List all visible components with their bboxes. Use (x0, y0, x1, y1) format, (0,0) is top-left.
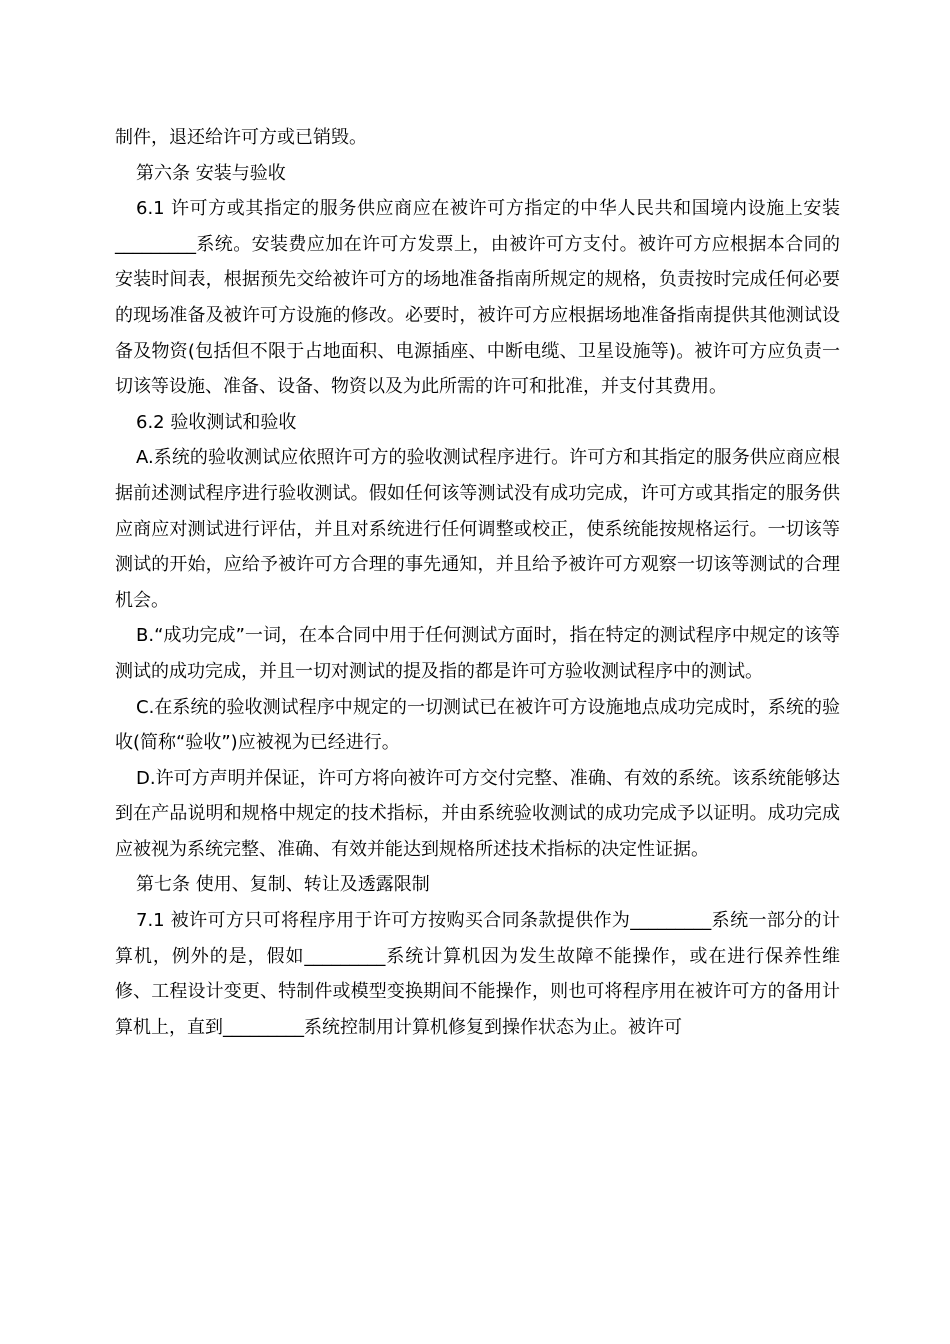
document-body (115, 120, 840, 1045)
article-7-heading: 第七条 使用、复制、转让及透露限制 (136, 874, 430, 896)
clause-6-2-c: C.在系统的验收测试程序中规定的一切测试已在被许可方设施地点成功完成时，系统的验收(简称“验收”)应被视为已经进行。 (115, 696, 840, 754)
article-6-heading: 第六条 安装与验收 (136, 162, 286, 184)
clause-7-1: 7.1 被许可方只可将程序用于许可方按购买合同条款提供作为_________系统一部分的计算机，例外的是，假如_________系统计算机因为发生故障不能操作，或在进行保养性维修、工程设计变更、特制件或模型变换期间不能操作，则也可将程序用在被许可方的备用计算机上，直到_________系统控制用计算机修复到操作状态为止。被许可 (115, 910, 840, 1038)
clause-6-2-a: A.系统的验收测试应依照许可方的验收测试程序进行。许可方和其指定的服务供应商应根据前述测试程序进行验收测试。假如任何该等测试没有成功完成，许可方或其指定的服务供应商应对测试进行评估，并且对系统进行任何调整或校正，使系统能按规格运行。一切该等测试的开始，应给予被许可方合理的事先通知，并且给予被许可方观察一切该等测试的合理机会。 (115, 447, 840, 611)
clause-6-2-d: D.许可方声明并保证，许可方将向被许可方交付完整、准确、有效的系统。该系统能够达到在产品说明和规格中规定的技术指标，并由系统验收测试的成功完成予以证明。成功完成应被视为系统完整、准确、有效并能达到规格所述技术指标的决定性证据。 (115, 767, 840, 860)
clause-6-2-b: B.“成功完成”一词，在本合同中用于任何测试方面时，指在特定的测试程序中规定的该等测试的成功完成，并且一切对测试的提及指的都是许可方验收测试程序中的测试。 (115, 625, 840, 682)
paragraph-continuation: 制件，退还给许可方或已销毁。 (115, 127, 367, 148)
clause-6-2-heading: 6.2 验收测试和验收 (136, 411, 297, 433)
clause-6-1: 6.1 许可方或其指定的服务供应商应在被许可方指定的中华人民共和国境内设施上安装_________系统。安装费应加在许可方发票上，由被许可方支付。被许可方应根据本合同的安装时间表，根据预先交给被许可方的场地准备指南所规定的规格，负责按时完成任何必要的现场准备及被许可方设施的修改。必要时，被许可方应根据场地准备指南提供其他测试设备及物资(包括但不限于占地面积、电源插座、中断电缆、卫星设施等)。被许可方应负责一切该等设施、准备、设备、物资以及为此所需的许可和批准，并支付其费用。 (115, 198, 840, 398)
